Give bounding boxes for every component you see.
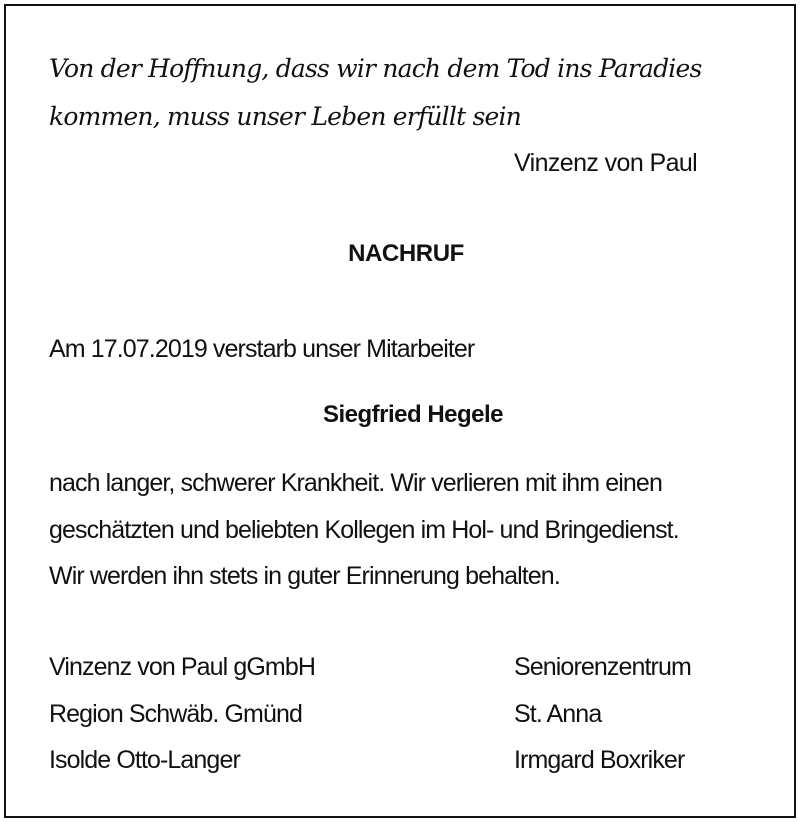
body-text-line-1: nach langer, schwerer Krankheit. Wir verlieren mit ihm einen: [49, 469, 662, 497]
signature-left-organization: Vinzenz von Paul gGmbH: [49, 653, 316, 681]
obituary-heading: NACHRUF: [348, 240, 464, 267]
quote-line-2: kommen, muss unser Leben erfüllt sein: [49, 102, 521, 131]
intro-text: Am 17.07.2019 verstarb unser Mitarbeiter: [49, 335, 475, 363]
signature-right-location: St. Anna: [514, 700, 602, 728]
signature-right-organization: Seniorenzentrum: [514, 653, 691, 681]
signature-left-region: Region Schwäb. Gmünd: [49, 700, 302, 728]
obituary-frame: [4, 4, 796, 818]
signature-left-person: Isolde Otto-Langer: [49, 746, 240, 774]
deceased-name: Siegfried Hegele: [322, 401, 504, 428]
signature-right-person: Irmgard Boxriker: [514, 746, 685, 774]
body-text-line-3: Wir werden ihn stets in guter Erinnerung behalten.: [49, 562, 560, 590]
quote-author: Vinzenz von Paul: [514, 149, 698, 177]
quote-line-1: Von der Hoffnung, dass wir nach dem Tod ins Paradies: [49, 54, 702, 83]
body-text-line-2: geschätzten und beliebten Kollegen im Hol- und Bringedienst.: [49, 516, 679, 544]
